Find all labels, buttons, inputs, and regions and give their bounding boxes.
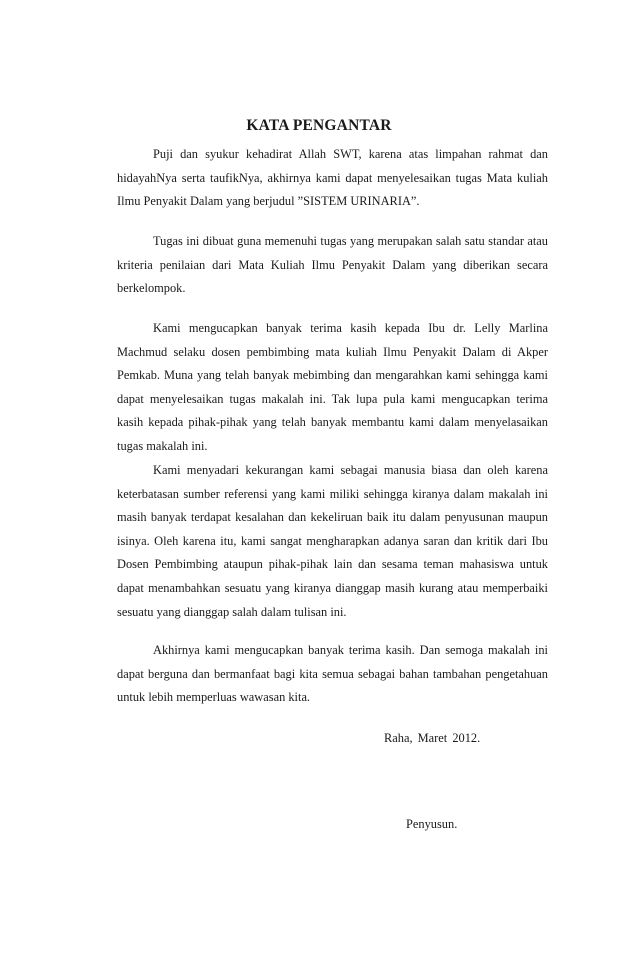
- paragraph-closing: Akhirnya kami mengucapkan banyak terima kasih. Dan semoga makalah ini dapat berguna dan bermanfaat bagi kita semua sebagai bahan tambahan pengetahuan untuk lebih memperluas wawasan kita.: [117, 643, 548, 705]
- paragraph-opening-gratitude: Puji dan syukur kehadirat Allah SWT, karena atas limpahan rahmat dan hidayahNya serta taufikNya, akhirnya kami dapat menyelesaikan tugas Mata kuliah Ilmu Penyakit Dalam yang berjudul ”SISTEM URINARIA”.: [117, 147, 548, 209]
- paragraph-acknowledgement: Kami mengucapkan banyak terima kasih kepada Ibu dr. Lelly Marlina Machmud selaku dosen pembimbing mata kuliah Ilmu Penyakit Dalam di Akper Pemkab. Muna yang telah banyak mebimbing dan mengarahkan kami sehingga kami dapat menyelesaikan tugas makalah ini. Tak lupa pula kami mengucapkan terima kasih kepada pihak-pihak yang telah banyak membantu kami dalam menyelasaikan tugas makalah ini.: [117, 321, 548, 453]
- author-signature: Penyusun.: [406, 817, 458, 831]
- document-title: KATA PENGANTAR: [246, 117, 392, 134]
- place-and-date: Raha, Maret 2012.: [384, 731, 481, 745]
- paragraph-task-purpose: Tugas ini dibuat guna memenuhi tugas yang merupakan salah satu standar atau kriteria penilaian dari Mata Kuliah Ilmu Penyakit Dalam yang diberikan secara berkelompok.: [117, 234, 548, 296]
- paragraph-limitations: Kami menyadari kekurangan kami sebagai manusia biasa dan oleh karena keterbatasan sumber referensi yang kami miliki sehingga kiranya dalam makalah ini masih banyak terdapat kesalahan dan kekeliruan baik itu dalam penyusunan maupun isinya. Oleh karena itu, kami sangat mengharapkan adanya saran dan kritik dari Ibu Dosen Pembimbing ataupun pihak-pihak lain dan sesama teman mahasiswa untuk dapat menambahkan sesuatu yang kiranya dianggap masih kurang atau memperbaiki sesuatu yang dianggap salah dalam tulisan ini.: [117, 463, 548, 619]
